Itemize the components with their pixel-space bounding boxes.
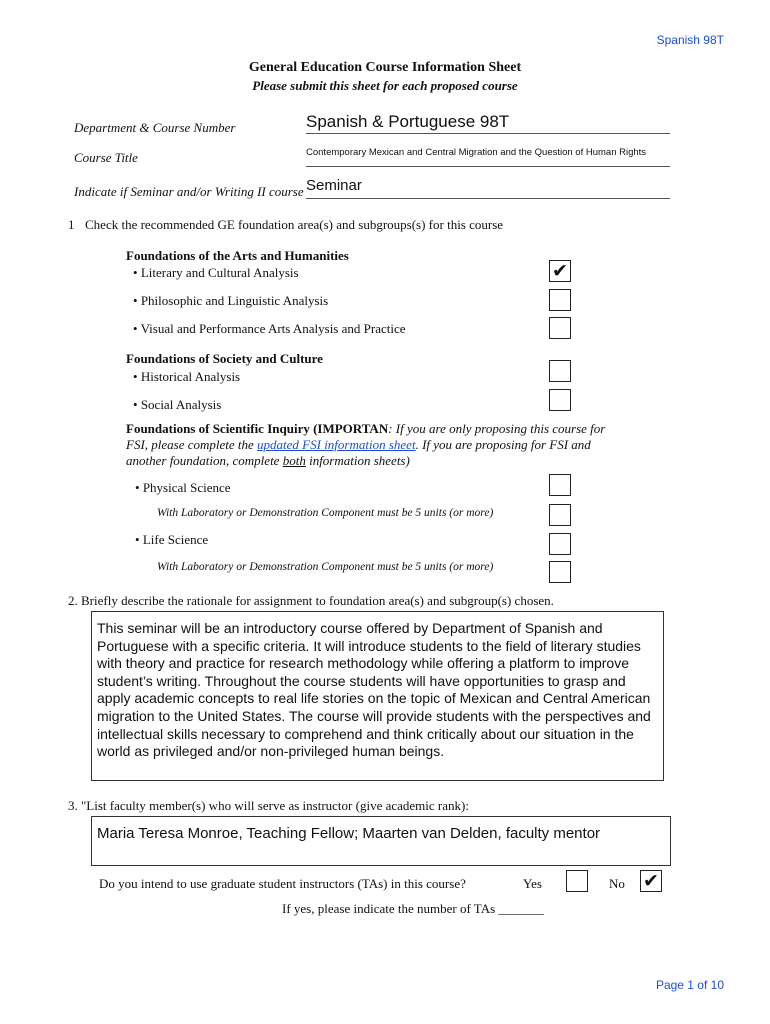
arts-item-literary: • Literary and Cultural Analysis <box>133 265 299 280</box>
life-lab-note: With Laboratory or Demonstration Component must be 5 units (or more) <box>157 561 494 573</box>
checkbox-ta-yes[interactable] <box>566 870 588 892</box>
q3-label: 3. "List faculty member(s) who will serve as instructor (give academic rank): <box>68 798 469 813</box>
header-course-tag: Spanish 98T <box>656 33 724 47</box>
science-heading-block <box>126 421 646 469</box>
q2-label: 2. Briefly describe the rationale for assignment to foundation area(s) and subgroup(s) chosen. <box>68 593 554 608</box>
checkbox-physical-science[interactable] <box>549 474 571 496</box>
dept-course-field[interactable]: Spanish & Portuguese 98T <box>306 112 670 134</box>
science-item-physical: • Physical Science <box>135 480 231 495</box>
checkbox-social[interactable] <box>549 389 571 411</box>
science-item-life: • Life Science <box>135 532 209 547</box>
course-title-field[interactable]: Contemporary Mexican and Central Migration and the Question of Human Rights <box>306 146 670 167</box>
rationale-textbox[interactable] <box>91 611 664 781</box>
ta-count-line[interactable]: If yes, please indicate the number of TAs _______ <box>282 901 544 916</box>
dept-label: Department & Course Number <box>74 120 236 135</box>
society-item-social: • Social Analysis <box>133 397 222 412</box>
checkbox-physical-lab[interactable] <box>549 504 571 526</box>
arts-item-philosophic-label: Philosophic and Linguistic Analysis <box>140 293 329 308</box>
science-note-2a: FSI, please complete the <box>126 437 258 452</box>
checkbox-philosophic[interactable] <box>549 289 571 311</box>
checkbox-life-science[interactable] <box>549 533 571 555</box>
seminar-label: Indicate if Seminar and/or Writing II course <box>74 184 304 199</box>
course-title-label: Course Title <box>74 150 138 165</box>
fsi-info-sheet-link[interactable]: updated FSI information sheet <box>257 437 416 452</box>
faculty-textbox[interactable] <box>91 816 671 866</box>
page-number: Page 1 of 10 <box>655 978 724 992</box>
society-item-historical-label: Historical Analysis <box>140 369 241 384</box>
science-note-1: : If you are only proposing this course for <box>388 421 606 436</box>
checkbox-visual[interactable] <box>549 317 571 339</box>
society-heading: Foundations of Society and Culture <box>126 351 323 366</box>
arts-item-visual-label: Visual and Performance Arts Analysis and Practice <box>140 321 406 336</box>
science-note-3a: another foundation, complete <box>126 453 283 468</box>
science-line-3 <box>126 453 646 469</box>
arts-heading: Foundations of the Arts and Humanities <box>126 248 349 263</box>
society-item-social-label: Social Analysis <box>140 397 222 412</box>
science-line-1 <box>126 421 646 437</box>
q1-text: Check the recommended GE foundation area(s) and subgroups(s) for this course <box>85 217 504 232</box>
checkbox-ta-no[interactable]: ✔ <box>640 870 662 892</box>
ta-no-label: No <box>609 876 625 891</box>
science-note-both: both <box>282 453 306 468</box>
seminar-field[interactable]: Seminar <box>306 177 670 199</box>
science-item-physical-label: Physical Science <box>142 480 231 495</box>
arts-item-visual: • Visual and Performance Arts Analysis and Practice <box>133 321 406 336</box>
ta-yes-label: Yes <box>523 876 542 891</box>
checkbox-literary[interactable]: ✔ <box>549 260 571 282</box>
science-note-3c: information sheets) <box>305 453 410 468</box>
ta-question: Do you intend to use graduate student instructors (TAs) in this course? <box>99 876 466 891</box>
faculty-text: Maria Teresa Monroe, Teaching Fellow; Maarten van Delden, faculty mentor <box>97 825 601 842</box>
science-line-2 <box>126 437 646 453</box>
science-heading: Foundations of Scientific Inquiry (IMPORTAN <box>126 421 389 436</box>
q1-number: 1 <box>68 217 75 232</box>
arts-item-philosophic: • Philosophic and Linguistic Analysis <box>133 293 329 308</box>
science-note-2b: . If you are proposing for FSI and <box>415 437 591 452</box>
rationale-text: This seminar will be an introductory course offered by Department of Spanish and Portuguese with a specific criteria. It will introduce students to the field of literary studies with theory and practice for research methodology while offering a platform to improve student’s writing. Throughout the course students will have opportunities to grasp and apply academic concepts to real life stories on the topic of Mexican and Central American migration to the United States. The course will provide students with the perspectives and intellectual skills necessary to comprehend and think critically about our situation in the world as privileged and/or non-privileged human beings. <box>97 620 651 760</box>
society-item-historical: • Historical Analysis <box>133 369 241 384</box>
arts-item-literary-label: Literary and Cultural Analysis <box>140 265 299 280</box>
checkbox-historical[interactable] <box>549 360 571 382</box>
physical-lab-note: With Laboratory or Demonstration Component must be 5 units (or more) <box>157 507 494 519</box>
page-subtitle: Please submit this sheet for each proposed course <box>252 78 518 93</box>
checkbox-life-lab[interactable] <box>549 561 571 583</box>
page-title: General Education Course Information Sheet <box>248 60 522 75</box>
science-item-life-label: Life Science <box>142 532 209 547</box>
